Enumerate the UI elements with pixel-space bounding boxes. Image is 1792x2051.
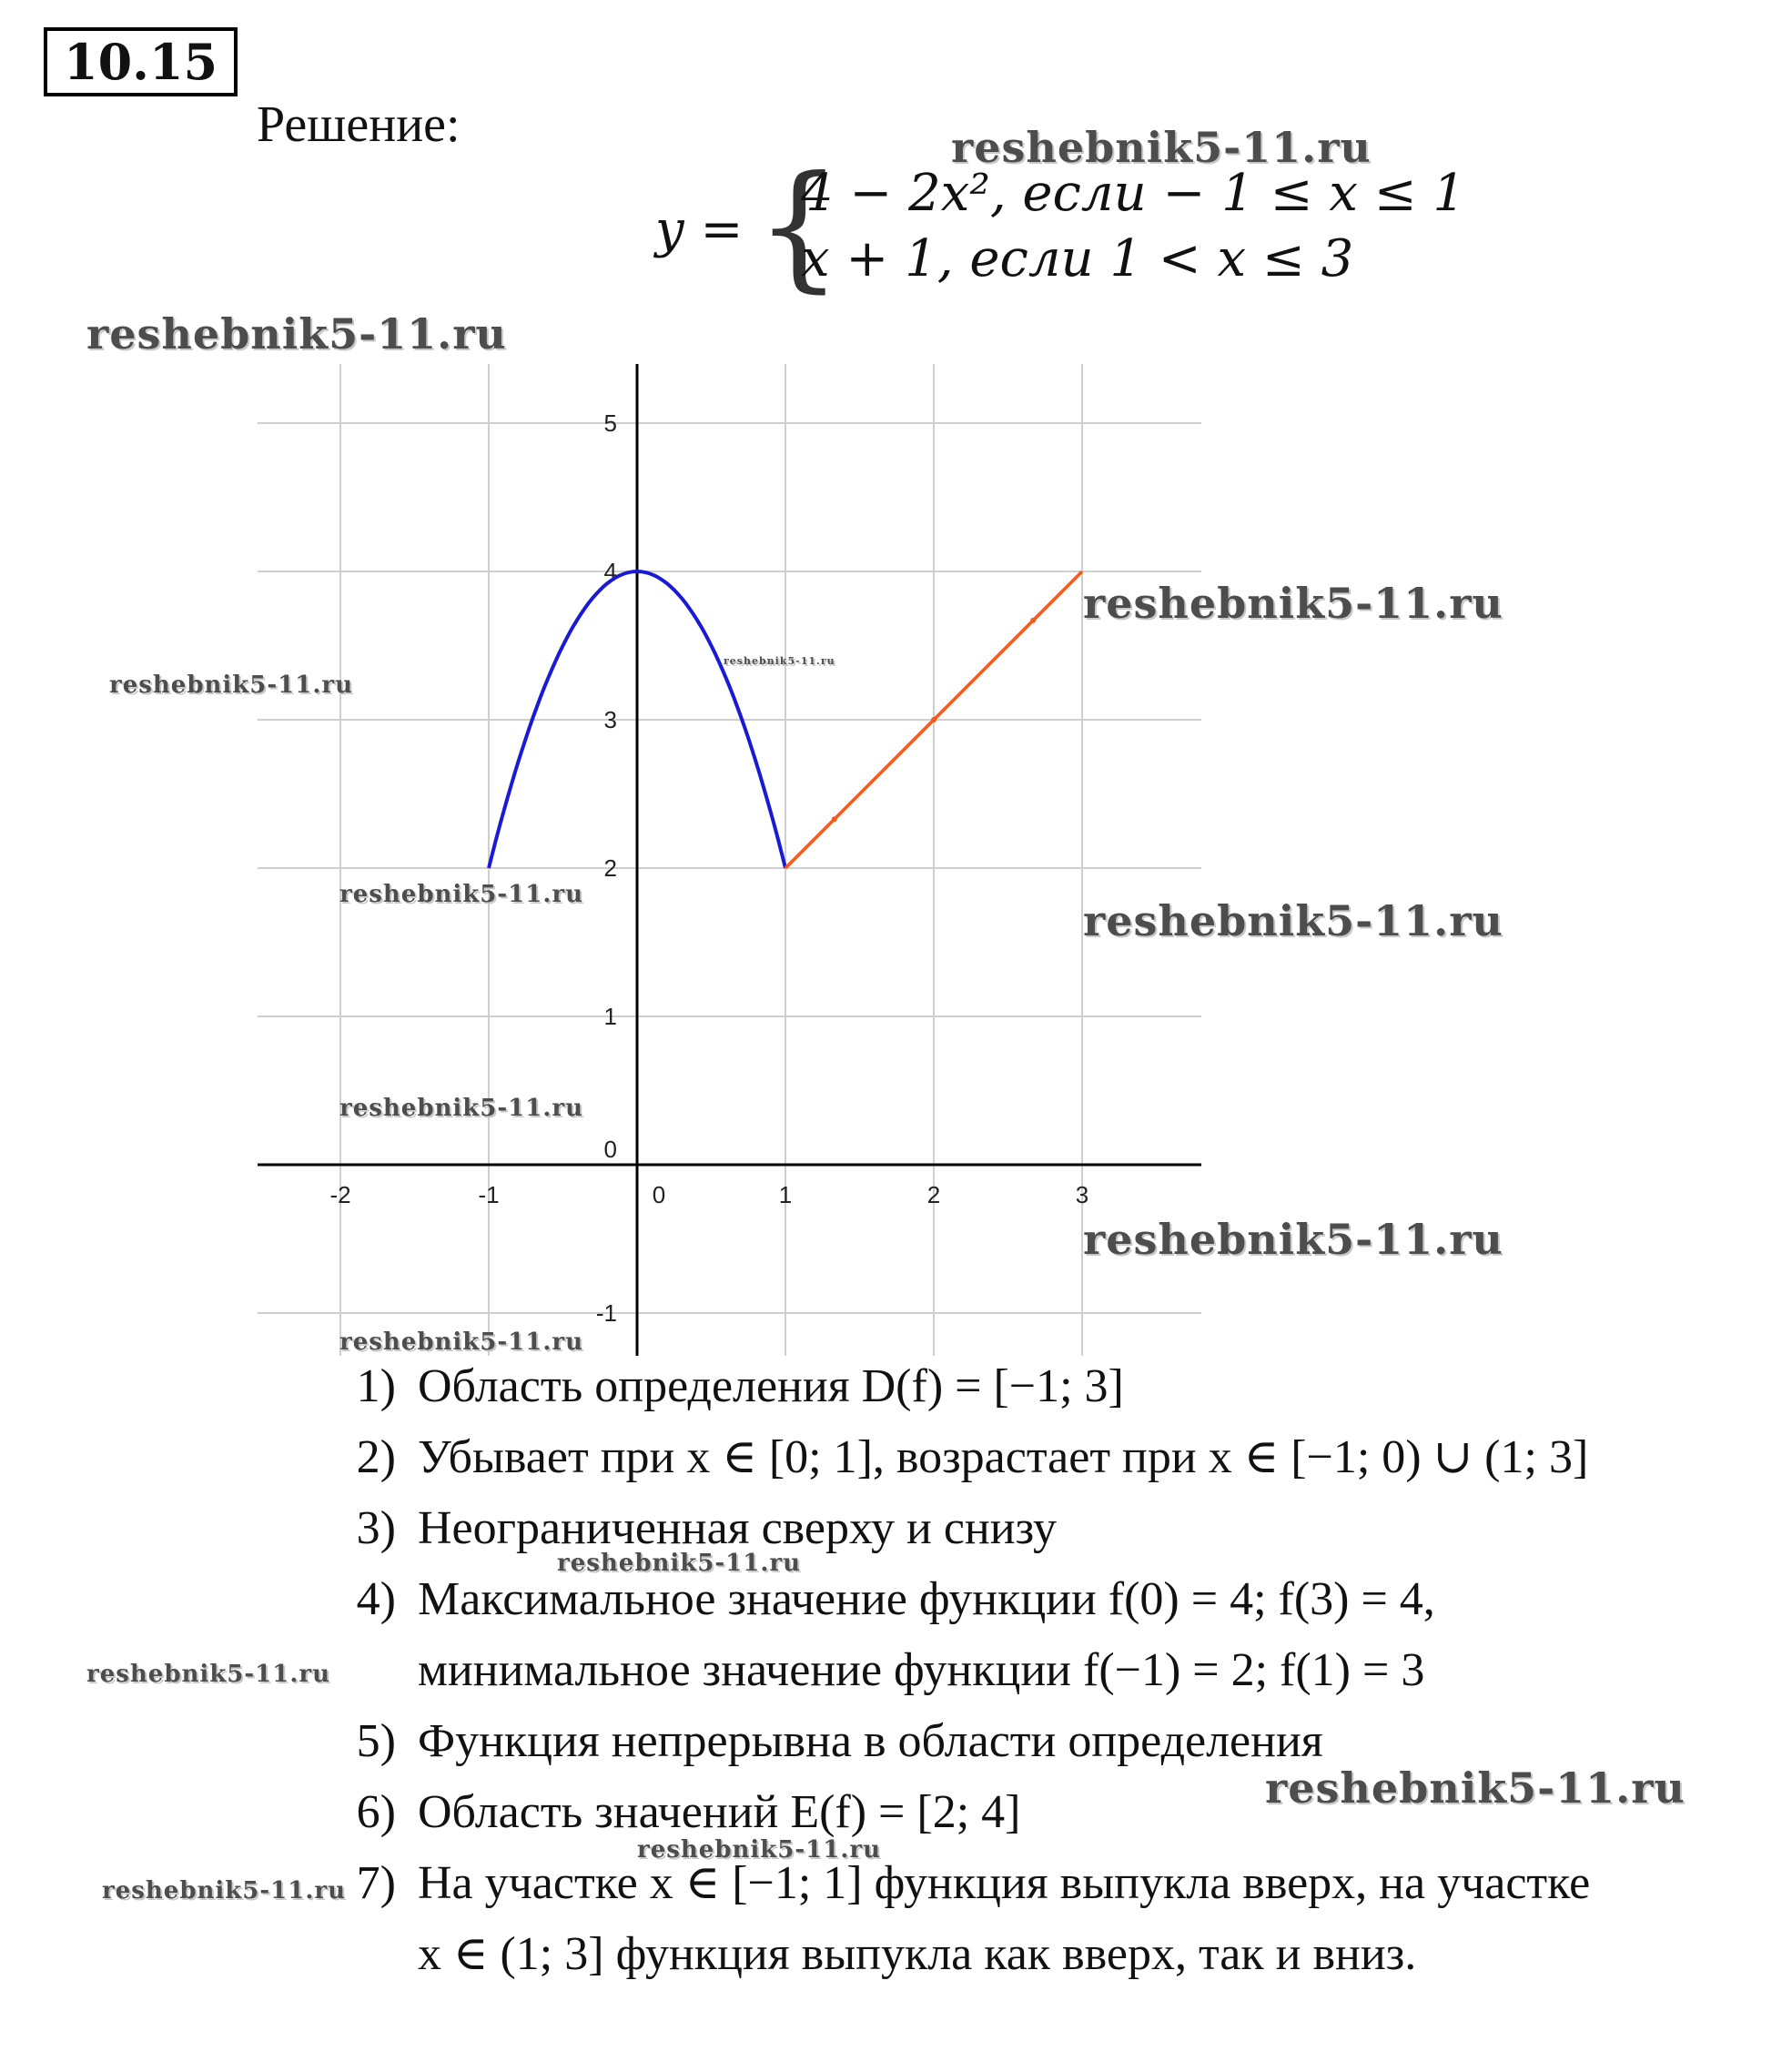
property-text: Область значений E(f) = [2; 4] — [418, 1786, 1021, 1838]
property-number: 6) — [356, 1786, 396, 1838]
watermark: reshebnik5-11.ru — [339, 881, 584, 908]
y-tick-label: 2 — [603, 854, 617, 882]
formula-case-1: 4 − 2x², если − 1 ≤ x ≤ 1 — [801, 164, 1466, 223]
property-number: 2) — [356, 1431, 396, 1483]
y-tick-label: 3 — [603, 706, 617, 733]
watermark: reshebnik5-11.ru — [951, 123, 1372, 172]
watermark: reshebnik5-11.ru — [1083, 1215, 1503, 1264]
watermark: reshebnik5-11.ru — [557, 1550, 802, 1577]
property-item — [323, 1351, 1779, 1422]
watermark: reshebnik5-11.ru — [109, 672, 354, 699]
property-text: Область определения D(f) = [−1; 3] — [418, 1360, 1124, 1412]
property-text: минимальное значение функции f(−1) = 2; f(1) = 3 — [418, 1644, 1425, 1696]
property-item-continuation — [323, 1635, 1779, 1706]
x-tick-label: 0 — [652, 1181, 666, 1208]
properties-list — [323, 1351, 1779, 1990]
property-number: 4) — [356, 1573, 396, 1625]
solution-label: Решение: — [257, 96, 461, 153]
watermark: reshebnik5-11.ru — [102, 1877, 347, 1904]
formula-brace: { — [755, 147, 843, 306]
watermark: reshebnik5-11.ru — [86, 309, 507, 359]
line-point — [832, 816, 837, 822]
watermark: reshebnik5-11.ru — [724, 655, 835, 667]
property-text: Функция непрерывна в области определения — [418, 1715, 1323, 1767]
watermark: reshebnik5-11.ru — [1083, 896, 1503, 945]
property-text: Неограниченная сверху и снизу — [418, 1502, 1058, 1554]
property-number: 5) — [356, 1715, 396, 1767]
watermark: reshebnik5-11.ru — [86, 1661, 331, 1688]
y-tick-label: 0 — [603, 1136, 617, 1163]
x-tick-label: 1 — [778, 1181, 793, 1208]
problem-number: 10.15 — [44, 27, 238, 96]
property-text: Максимальное значение функции f(0) = 4; f(3) = 4, — [418, 1573, 1435, 1625]
formula-case-2: x + 1, если 1 < x ≤ 3 — [801, 229, 1354, 288]
line-point — [931, 717, 936, 722]
x-tick-label: -1 — [478, 1181, 500, 1208]
property-number — [323, 1635, 396, 1706]
property-text: Убывает при x ∈ [0; 1], возрастает при x ∈ [−1; 0) ∪ (1; 3] — [418, 1431, 1589, 1483]
y-tick-label: -1 — [595, 1299, 617, 1327]
property-item — [323, 1493, 1779, 1564]
y-tick-label: 5 — [603, 409, 617, 437]
property-text: На участке x ∈ [−1; 1] функция выпукла вверх, на участке — [418, 1857, 1591, 1909]
x-tick-label: 2 — [926, 1181, 941, 1208]
property-item-continuation — [323, 1919, 1779, 1990]
property-number: 1) — [356, 1360, 396, 1412]
property-item — [323, 1564, 1779, 1635]
property-number — [323, 1919, 396, 1990]
property-number: 7) — [356, 1857, 396, 1909]
formula-lhs: y = — [655, 200, 744, 259]
x-tick-label: 3 — [1075, 1181, 1089, 1208]
x-tick-label: -2 — [329, 1181, 351, 1208]
y-tick-label: 1 — [603, 1003, 617, 1030]
property-item — [323, 1422, 1779, 1493]
watermark: reshebnik5-11.ru — [637, 1836, 882, 1864]
watermark: reshebnik5-11.ru — [1265, 1763, 1686, 1813]
y-tick-label: 4 — [603, 558, 617, 585]
watermark: reshebnik5-11.ru — [339, 1095, 584, 1122]
property-item — [323, 1706, 1779, 1777]
property-item — [323, 1848, 1779, 1919]
line-point — [1030, 618, 1036, 623]
property-number: 3) — [356, 1502, 396, 1554]
property-text: x ∈ (1; 3] функция выпукла как вверх, так и вниз. — [418, 1928, 1417, 1980]
watermark: reshebnik5-11.ru — [339, 1329, 584, 1356]
property-item — [323, 1777, 1779, 1848]
watermark: reshebnik5-11.ru — [1083, 579, 1503, 628]
